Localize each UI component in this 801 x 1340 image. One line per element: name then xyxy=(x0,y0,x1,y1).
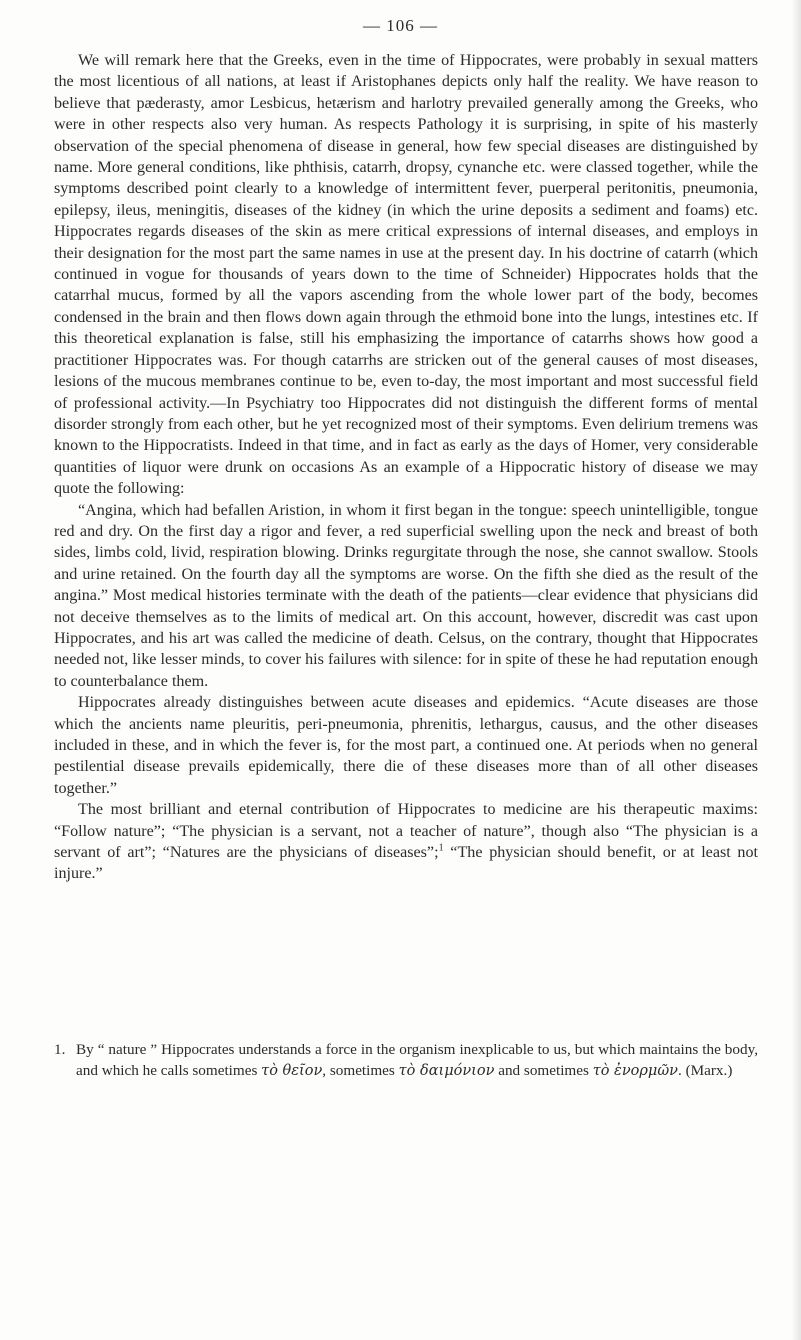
main-text xyxy=(54,50,758,885)
footnote-number: 1. xyxy=(54,1041,66,1058)
maxims-text-end: “The physician should benefit, or at least not injure.” xyxy=(54,844,758,883)
greek-term-theion: τὸ θεῖον xyxy=(261,1062,323,1079)
footnote-text-d: . (Marx.) xyxy=(677,1061,733,1079)
greek-term-enormon: τὸ ἐνορμῶν xyxy=(592,1062,678,1079)
paragraph-therapeutic-maxims xyxy=(54,799,758,885)
footnote xyxy=(54,1040,758,1081)
page-number: — 106 — xyxy=(363,16,438,35)
paragraph-greek-pathology: We will remark here that the Greeks, even in the time of Hippocrates, were probably in sexual matters the most licentious of all nations, at least if Aristophanes depicts only half the reality. We have reason to believe that pæderasty, amor Lesbicus, hetærism and harlotry prevailed generally among the Greeks, who were in other respects also very human. As respects Pathology it is surprising, in spite of his masterly observation of the special phenomena of disease in general, how few special diseases are distinguished by name. More general conditions, like phthisis, catarrh, dropsy, cynanche etc. were classed together, while the symptoms described point clearly to a knowledge of intermittent fever, puerperal peritonitis, pneumonia, epilepsy, ileus, meningitis, diseases of the kidney (in which the urine deposits a sediment and foams) etc. Hippocrates regards diseases of the skin as mere critical expressions of internal diseases, and employs in their designation for the most part the same names in use at the present day. In his doctrine of catarrh (which continued in vogue for thousands of years down to the time of Schneider) Hippocrates holds that the catarrhal mucus, formed by all the vapors ascending from the whole lower part of the body, becomes condensed in the brain and then flows down again through the ethmoid bone into the lungs, intestines etc. If this theoretical explanation is false, still his emphasizing the importance of catarrhs shows how good a practitioner Hippocrates was. For though catarrhs are stricken out of the general causes of most diseases, lesions of the mucous membranes continue to be, even to-day, the most important and most successful field of professional activity.—In Psychiatry too Hippocrates did not distinguish the different forms of mental disorder strongly from each other, but he yet recognized most of their symptoms. Even delirium tremens was known to the Hippocratists. Indeed in that time, and in fact as early as the days of Homer, very considerable quantities of liquor were drunk on occasions As an example of a Hippocratic history of disease we may quote the following: xyxy=(54,52,758,498)
footnote-text-a: By “ nature ” Hippocrates understands a force in the organism inexplicable to us, but which maintains the body, and which he calls sometimes xyxy=(76,1041,758,1079)
footnote-reference: 1 xyxy=(438,842,444,854)
footnote-1 xyxy=(54,1040,758,1081)
paragraph-acute-diseases: Hippocrates already distinguishes between acute diseases and epidemics. “Acute diseases are those which the ancients name pleuritis, peri-pneumonia, phrenitis, lethargus, causus, and the other diseases included in these, and in which the fever is, for the most part, a continued one. At periods when no general pestilential disease prevails epidemically, there die of these diseases more than of all other diseases together.” xyxy=(54,694,758,797)
footnote-text-c: and sometimes xyxy=(494,1061,593,1079)
greek-term-daimonion: τὸ δαιμόνιον xyxy=(398,1062,495,1079)
footnote-text-b: , sometimes xyxy=(322,1061,399,1079)
maxims-text: The most brilliant and eternal contribution of Hippocrates to medicine are his therapeutic maxims: “Follow nature”; “The physician is a servant, not a teacher of nature”, though also “The physician is a servant of art”; “Natures are the physicians of diseases”; xyxy=(54,801,758,862)
page-edge-shadow xyxy=(791,0,801,1340)
paragraph-angina-case: “Angina, which had befallen Aristion, in whom it first began in the tongue: speech unintelligible, tongue red and dry. On the first day a rigor and fever, a red superficial swelling upon the neck and breast of both sides, limbs cold, livid, respiration blowing. Drinks regurgitate through the nose, she cannot swallow. Stools and urine retained. On the fourth day all the symptoms are worse. On the fifth she died as the result of the angina.” Most medical histories terminate with the death of the patients—clear evidence that physicians did not deceive themselves as to the limits of medical art. On this account, however, discredit was cast upon Hippocrates, and his art was called the medicine of death. Celsus, on the contrary, thought that Hippocrates needed not, like lesser minds, to cover his failures with silence: for in spite of these he had reputation enough to counterbalance them. xyxy=(54,501,758,690)
